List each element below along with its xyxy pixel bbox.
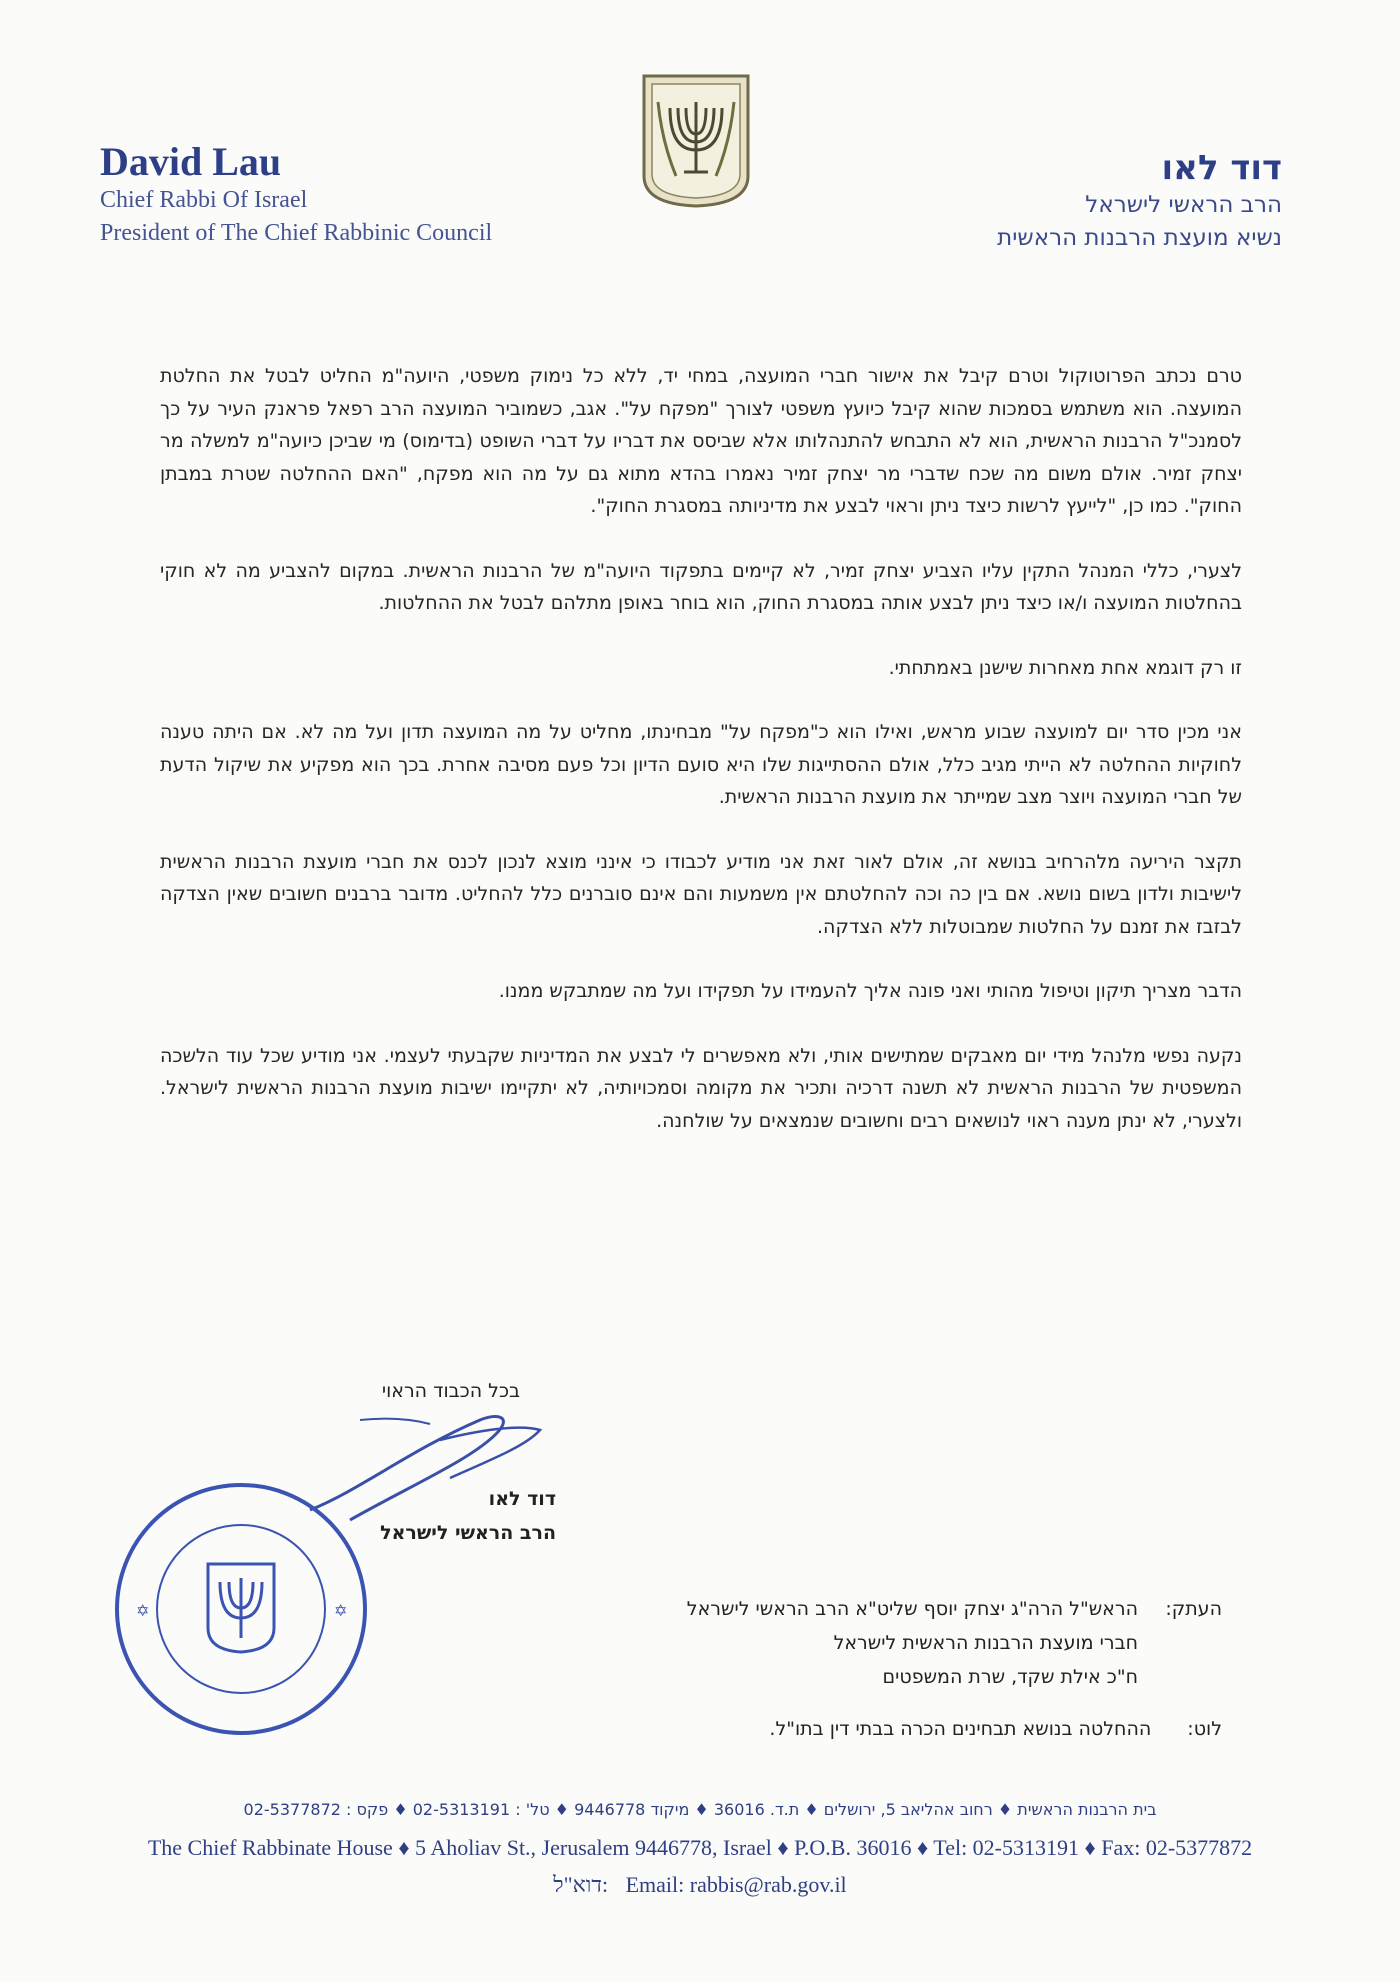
letterhead-name-en: David Lau (100, 139, 282, 184)
footer-email (40, 1872, 1360, 1898)
footer-hebrew: בית הרבנות הראשית ♦ רחוב אהליאב 5, ירושלים ♦ ת.ד. 36016 ♦ מיקוד 9446778 ♦ טל' : 02-5313191 ♦ פקס : 02-5377872 (243, 1800, 1157, 1819)
enclosure-text: ההחלטה בנושא תבחינים הכרה בבתי דין בתו"ל. (769, 1718, 1152, 1740)
letterhead-title-en: Chief Rabbi Of Israel (100, 187, 308, 213)
cc-recipient: הראש"ל הרה"ג יצחק יוסף שליט"א הרב הראשי לישראל (686, 1598, 1138, 1620)
letterhead-english (100, 140, 660, 250)
svg-text:✡: ✡ (136, 1601, 150, 1620)
cc-recipient: חברי מועצת הרבנות הראשית לישראל (833, 1632, 1138, 1654)
footer-email-label-he: דוא"ל: (553, 1872, 609, 1897)
official-stamp (110, 1478, 372, 1740)
letterhead-hebrew (762, 148, 1282, 255)
body-paragraph: זו רק דוגמא אחת מאחרות שישנן באמתחתי. (888, 656, 1242, 679)
svg-text:✡: ✡ (334, 1601, 348, 1620)
letter-body (160, 360, 1242, 1169)
enclosure-line (502, 1712, 1222, 1746)
enclosure-label: לוט: (1187, 1718, 1222, 1740)
body-paragraph: טרם נכתב הפרוטוקול וטרם קיבל את אישור חברי המועצה, במחי יד, ללא כל נימוק משפטי, היועה"מ החליט לבטל את החלטת המועצה. הוא משתמש בסמכות שהוא קיבל כיועץ משפטי לצורך "מפקח על". אגב, כשמוביר המועצה הרב רפאל פראנק העיר על כך לסמנכ"ל הרבנות הראשית, הוא לא התבחש להתנהלותו אלא שביסס את דבריו על דברי השופט (בדימוס) מי שביכן כיועה"מ למשלה מר יצחק זמיר. אולם משום מה שכח שדברי מר יצחק זמיר נאמרו בהדא מתוא גם על מה הוא מפקח, "האם ההחלטה שטרת במבתן החוק". כמו כן, "לייעץ לרשות כיצד ניתן וראוי לבצע את מדיניותה במסגרת החוק". (160, 365, 1242, 517)
signer-title: הרב הראשי לישראל (380, 1522, 556, 1544)
cc-recipient: ח"כ אילת שקד, שרת המשפטים (882, 1666, 1138, 1688)
letterhead-role-he: נשיא מועצת הרבנות הראשית (997, 224, 1282, 251)
body-paragraph: נקעה נפשי מלנהל מידי יום מאבקים שמתישים אותי, ולא מאפשרים לי לבצע את המדיניות שקבעתי לעצמי. אני מודיע שכל עוד הלשכה המשפטית של הרבנות הראשית לא תשנה דרכיה ותכיר את מקומה וסמכויותיה, לא יתקיימו ישיבות מועצת הרבנות הראשית לישראל. ולצערי, לא ינתן מענה ראוי לנושאים רבים וחשובים שנמצאים על שולחנה. (160, 1044, 1242, 1132)
body-paragraph: הדבר מצריך תיקון וטיפול מהותי ואני פונה אליך להעמידו על תפקידו ועל מה שמתבקש ממנו. (498, 980, 1242, 1002)
closing-line: בכל הכבוד הראוי (381, 1380, 520, 1402)
cc-label: העתק: (1165, 1598, 1222, 1620)
cc-block (502, 1592, 1222, 1694)
footer-english: The Chief Rabbinate House ♦ 5 Aholiav St., Jerusalem 9446778, Israel ♦ P.O.B. 36016 ♦ Tel: 02-5313191 ♦ Fax: 02-5377872 (147, 1835, 1253, 1860)
body-paragraph: תקצר היריעה מלהרחיב בנושא זה, אולם לאור זאת אני מודיע לכבודו כי אינני מוצא לנכון לכנס את חברי מועצת הרבנות הראשית לישיבות ולדון בשום נושא. אם בין כה וכה להחלטתם אין משמעות והם אינם סוברנים כלל להחליט. מדובר ברבנים חשובים שאין הצדקה לבזבז את זמנם על החלטות שמבוטלות ללא הצדקה. (160, 850, 1242, 938)
footer-email-address[interactable]: Email: rabbis@rab.gov.il (625, 1872, 847, 1897)
letterhead-title-he: הרב הראשי לישראל (1085, 191, 1282, 218)
letterhead-role-en: President of The Chief Rabbinic Council (100, 220, 493, 246)
signer-name: דוד לאו (488, 1488, 556, 1510)
letterhead-name-he: דוד לאו (1161, 148, 1282, 188)
body-paragraph: לצערי, כללי המנהל התקין עליו הצביע יצחק זמיר, לא קיימים בתפקוד היועה"מ של הרבנות הראשית. במקום להצביע מה לא חוקי בהחלטות המועצה ו/או כיצד ניתן לבצע אותה במסגרת החוק, הוא בוחר באופן מתלהם לבטל את ההחלטות. (160, 559, 1242, 614)
body-paragraph: אני מכין סדר יום למועצה שבוע מראש, ואילו הוא כ"מפקח על" מבחינתו, מחליט על מה המועצה תדון ועל מה לא. אם היתה טענה לחוקיות ההחלטה לא הייתי מגיב כלל, אולם ההסתייגות שלו היא סועם הדיון וכל פעם מסיבה אחרת. בכך הוא מפקיע את שיקול הדעת של חברי המועצה ויוצר מצב שמייתר את מועצת הרבנות הראשית. (160, 721, 1242, 808)
signer-block (380, 1482, 556, 1550)
